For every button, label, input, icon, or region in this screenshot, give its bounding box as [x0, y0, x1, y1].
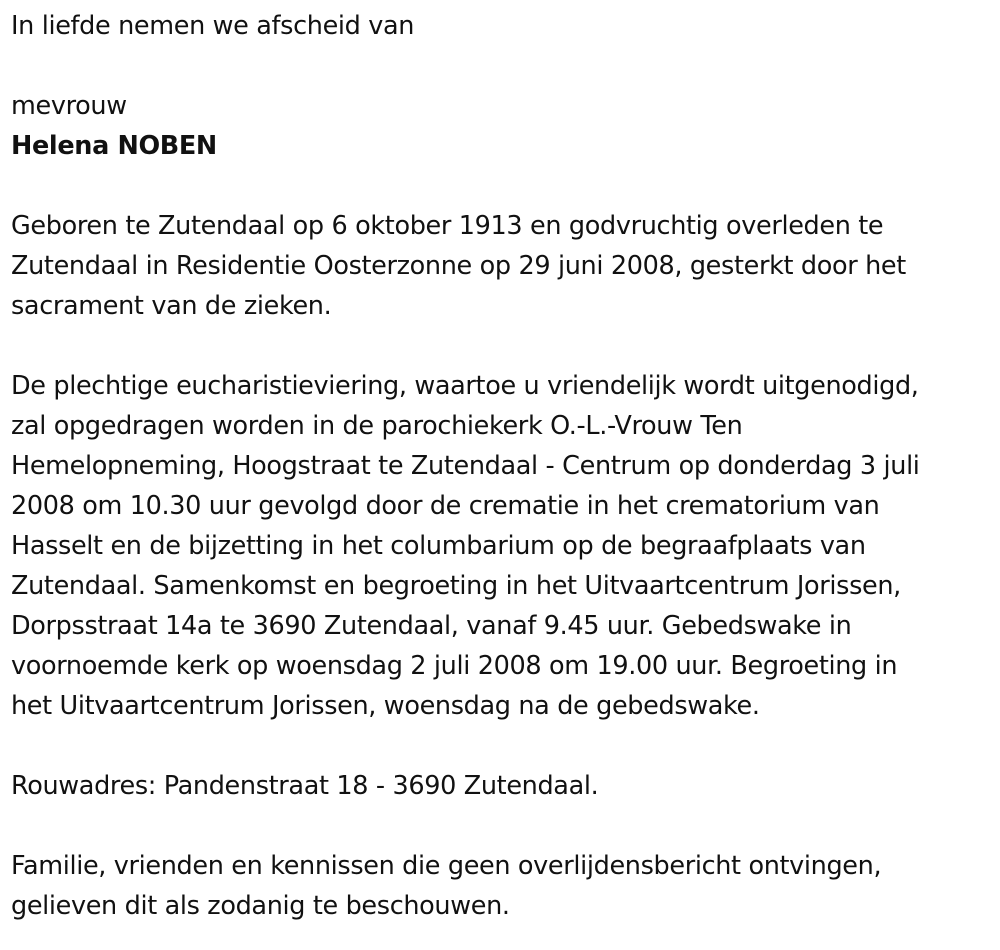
spacer: [11, 166, 996, 206]
salutation: mevrouw: [11, 91, 127, 121]
text-line: voornoemde kerk op woensdag 2 juli 2008 om 19.00 uur. Begroeting in: [11, 651, 898, 681]
intro-line: In liefde nemen we afscheid van: [11, 11, 415, 41]
obituary-notice: [11, 6, 996, 926]
spacer: [11, 326, 996, 366]
text-line: Zutendaal in Residentie Oosterzonne op 29 juni 2008, gesterkt door het: [11, 251, 906, 281]
text-line: Hasselt en de bijzetting in het columbarium op de begraafplaats van: [11, 531, 866, 561]
text-line: 2008 om 10.30 uur gevolgd door de crematie in het crematorium van: [11, 491, 880, 521]
closing-paragraph: [11, 846, 996, 926]
text-line: De plechtige eucharistieviering, waartoe u vriendelijk wordt uitgenodigd,: [11, 371, 919, 401]
spacer: [11, 726, 996, 766]
text-line: Hemelopneming, Hoogstraat te Zutendaal - Centrum op donderdag 3 juli: [11, 451, 920, 481]
mourning-address: Rouwadres: Pandenstraat 18 - 3690 Zutendaal.: [11, 771, 599, 801]
text-line: het Uitvaartcentrum Jorissen, woensdag na de gebedswake.: [11, 691, 760, 721]
deceased-name: Helena NOBEN: [11, 131, 217, 161]
text-line: Zutendaal. Samenkomst en begroeting in het Uitvaartcentrum Jorissen,: [11, 571, 901, 601]
birth-death-paragraph: [11, 206, 996, 326]
text-line: Dorpsstraat 14a te 3690 Zutendaal, vanaf 9.45 uur. Gebedswake in: [11, 611, 852, 641]
spacer: [11, 806, 996, 846]
text-line: zal opgedragen worden in de parochiekerk O.-L.-Vrouw Ten: [11, 411, 743, 441]
text-line: Familie, vrienden en kennissen die geen overlijdensbericht ontvingen,: [11, 851, 882, 881]
text-line: gelieven dit als zodanig te beschouwen.: [11, 891, 510, 921]
text-line: sacrament van de zieken.: [11, 291, 332, 321]
text-line: Geboren te Zutendaal op 6 oktober 1913 en godvruchtig overleden te: [11, 211, 884, 241]
ceremony-paragraph: [11, 366, 996, 726]
spacer: [11, 46, 996, 86]
